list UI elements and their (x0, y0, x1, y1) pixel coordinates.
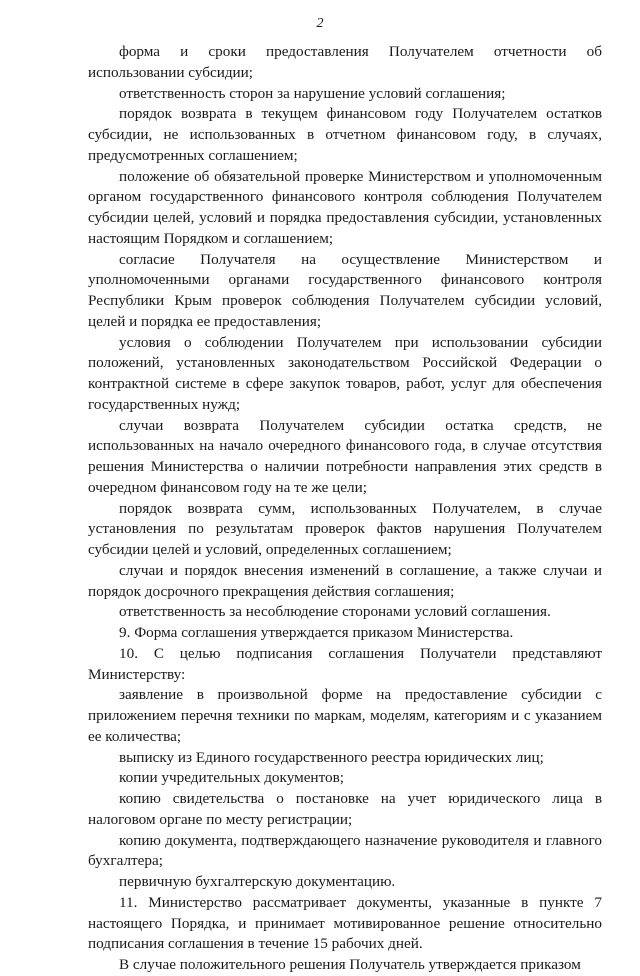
paragraph: первичную бухгалтерскую документацию. (119, 873, 396, 890)
paragraph: согласие Получателя на осуществление Министерством и уполномоченными органами государственного финансового контроля Республики Крым проверок соблюдения Получателем субсидии условий, целей и порядка ее предоставления; (88, 250, 602, 330)
paragraph: условия о соблюдении Получателем при использовании субсидии положений, установленных законодательством Российской Федерации о контрактной системе в сфере закупок товаров, работ, услуг для обеспечения государственных нужд; (88, 333, 602, 413)
paragraph: копию свидетельства о постановке на учет юридического лица в налоговом органе по месту регистрации; (88, 790, 602, 828)
paragraph: выписку из Единого государственного реестра юридических лиц; (119, 748, 544, 766)
paragraph: заявление в произвольной форме на предоставление субсидии с приложением перечня техники по маркам, моделям, категориям и с указанием ее количества; (88, 686, 602, 745)
document-body (88, 42, 602, 976)
paragraph: случаи возврата Получателем субсидии остатка средств, не использованных на начало очередного финансового года, в случае отсутствия решения Министерства о наличии потребности направления этих средств в очередном финансовом году на те же цели; (88, 416, 602, 496)
paragraph: порядок возврата сумм, использованных Получателем, в случае установления по результатам проверок фактов нарушения Получателем субсидии целей и условий, определенных соглашением; (88, 499, 602, 558)
paragraph: ответственность сторон за нарушение условий соглашения; (119, 84, 506, 102)
paragraph: 11. Министерство рассматривает документы, указанные в пункте 7 настоящего Порядка, и принимает мотивированное решение относительно подписания соглашения в течение 15 рабочих дней. (88, 893, 602, 953)
paragraph: копию документа, подтверждающего назначение руководителя и главного бухгалтера; (88, 831, 602, 870)
paragraph: В случае положительного решения Получатель утверждается приказом (119, 956, 581, 973)
paragraph: положение об обязательной проверке Министерством и уполномоченным органом государственного финансового контроля соблюдения Получателем субсидии целей, условий и порядка предоставления субсидии, установленных настоящим Порядком и соглашением; (88, 167, 602, 247)
paragraph: форма и сроки предоставления Получателем отчетности об использовании субсидии; (88, 43, 602, 81)
paragraph: копии учредительных документов; (119, 769, 344, 787)
paragraph: 10. С целью подписания соглашения Получатели представляют Министерству: (88, 644, 602, 683)
paragraph: ответственность за несоблюдение сторонами условий соглашения. (119, 603, 551, 621)
paragraph: порядок возврата в текущем финансовом году Получателем остатков субсидии, не использованных в отчетном финансовом году, в случаях, предусмотренных соглашением; (88, 105, 602, 164)
paragraph: 9. Форма соглашения утверждается приказом Министерства. (119, 624, 514, 641)
page-number: 2 (316, 16, 324, 31)
paragraph: случаи и порядок внесения изменений в соглашение, а также случаи и порядок досрочного прекращения действия соглашения; (88, 561, 602, 600)
